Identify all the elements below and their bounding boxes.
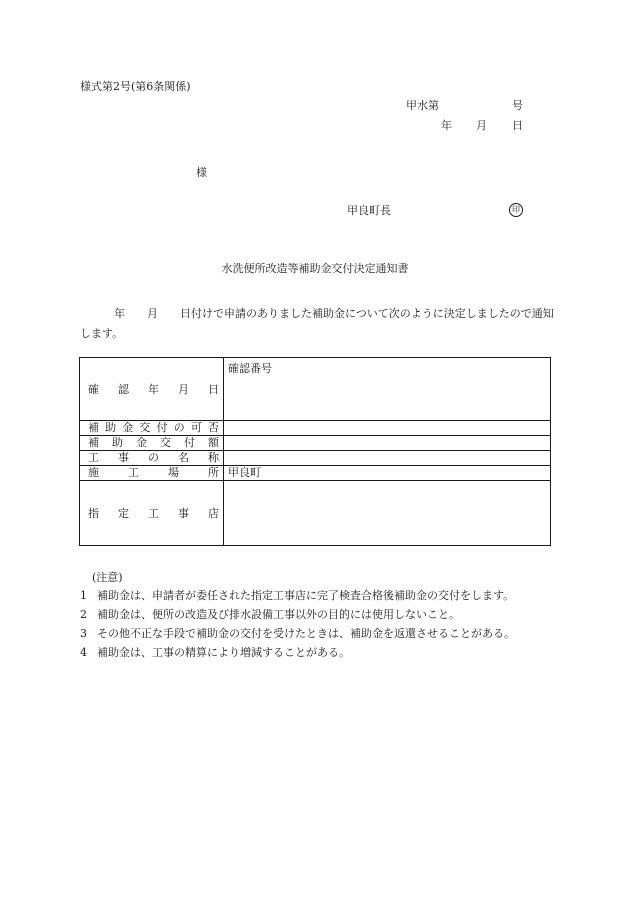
work-name-label: 工 事 の 名 称: [80, 451, 224, 466]
document-title: 水洗便所改造等補助金交付決定通知書: [221, 262, 409, 275]
designated-contractor-value: [224, 481, 551, 546]
form-label: 様式第2号(第6条関係): [80, 80, 191, 93]
document-number-suffix: 号: [512, 99, 523, 112]
note-number: 1: [80, 589, 87, 602]
issuer-name: 甲良町長: [347, 204, 391, 217]
confirmation-number-label: 確認番号: [228, 362, 272, 375]
decision-table: [79, 357, 551, 546]
note-text: 補助金は、便所の改造及び排水設備工事以外の目的には使用しないこと。: [97, 608, 460, 621]
designated-contractor-label: 指 定 工 事 店: [80, 481, 224, 546]
date-day-label: 日: [512, 119, 523, 132]
confirmation-date-label: 確 認 年 月 日: [80, 358, 224, 421]
note-item: [80, 589, 514, 603]
work-location-label: 施 工 場 所: [80, 466, 224, 481]
body-month: 月: [147, 307, 158, 320]
table-row-designated-contractor: [80, 481, 551, 546]
table-row-grant-amount: [80, 436, 551, 451]
document-number-prefix: 甲水第: [406, 99, 439, 112]
note-item: [80, 627, 515, 641]
seal-mark: 印: [509, 203, 523, 217]
note-number: 4: [80, 646, 87, 659]
grant-approval-value: [224, 421, 551, 436]
table-row-work-name: [80, 451, 551, 466]
body-paragraph: [80, 304, 560, 344]
notes-heading: (注意): [92, 571, 123, 584]
grant-approval-label: 補 助 金 交 付 の 可 否: [80, 421, 224, 436]
table-row-work-location: [80, 466, 551, 481]
note-item: [80, 646, 350, 660]
body-year: 年: [114, 307, 125, 320]
note-item: [80, 608, 460, 622]
grant-amount-label: 補 助 金 交 付 額: [80, 436, 224, 451]
note-number: 2: [80, 608, 87, 621]
date-month-label: 月: [476, 119, 487, 132]
date-year-label: 年: [441, 119, 452, 132]
work-location-value: 甲良町: [224, 466, 551, 481]
confirmation-number-cell: [224, 358, 551, 421]
table-row-confirmation-date: [80, 358, 551, 421]
grant-amount-value: [224, 436, 551, 451]
work-name-value: [224, 451, 551, 466]
table-row-grant-approval: [80, 421, 551, 436]
note-number: 3: [80, 627, 87, 640]
body-text: 日付けで申請のありました補助金について次のように決定しましたので通知します。: [80, 307, 554, 340]
note-text: 補助金は、工事の精算により増減することがある。: [97, 646, 350, 659]
addressee-honorific: 様: [196, 166, 207, 179]
note-text: その他不正な手段で補助金の交付を受けたときは、補助金を返還させることがある。: [97, 627, 515, 640]
note-text: 補助金は、申請者が委任された指定工事店に完了検査合格後補助金の交付をします。: [97, 589, 515, 602]
